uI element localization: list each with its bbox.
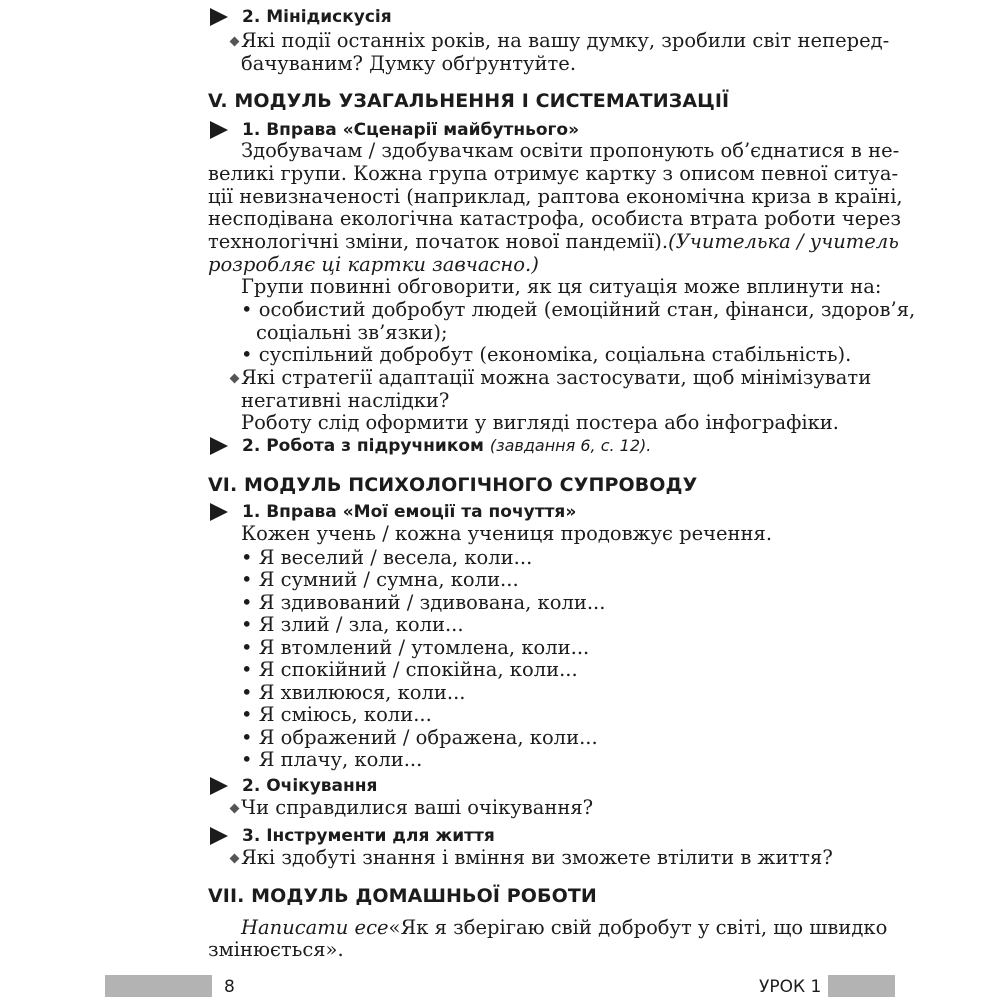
subsection-title: 1. Вправа «Сценарії майбутнього»: [242, 120, 580, 140]
question-line: Які здобуті знання і вміння ви зможете втілити в життя?: [241, 846, 833, 869]
arrow-marker-icon: [210, 827, 228, 845]
subsection-title: 2. Мінідискусія: [242, 7, 392, 27]
arrow-marker-icon: [210, 437, 228, 455]
arrow-marker-icon: [210, 121, 228, 139]
bullet-line: • особистий добробут людей (емоційний стан, фінанси, здоров’я,: [241, 298, 916, 321]
homework-topic: «Як я зберігаю свій добробут у світі, що швидко: [388, 916, 888, 939]
paragraph-line: несподівана екологічна катастрофа, особиста втрата роботи через: [208, 207, 902, 230]
textbook-reference: (завдання 6, с. 12).: [489, 436, 652, 455]
bullet-line: соціальні зв’язки);: [256, 321, 448, 344]
paragraph-line: змінюється».: [208, 938, 344, 961]
bullet-line: • Я веселий / весела, коли...: [241, 546, 533, 569]
section-heading: VI. МОДУЛЬ ПСИХОЛОГІЧНОГО СУПРОВОДУ: [208, 474, 698, 496]
paragraph-line: Групи повинні обговорити, як ця ситуація може вплинути на:: [241, 275, 882, 298]
subsection-title: 3. Інструменти для життя: [242, 826, 495, 846]
paragraph-text: технологічні зміни, початок нової пандемії).: [208, 230, 669, 253]
section-heading: V. МОДУЛЬ УЗАГАЛЬНЕННЯ І СИСТЕМАТИЗАЦІЇ: [208, 90, 730, 112]
arrow-marker-icon: [210, 777, 228, 795]
question-line: Чи справдилися ваші очікування?: [241, 796, 594, 819]
bullet-line: • Я сумний / сумна, коли...: [241, 568, 519, 591]
diamond-bullet-icon: [230, 374, 240, 384]
bullet-line: • Я спокійний / спокійна, коли...: [241, 658, 578, 681]
question-line: негативні наслідки?: [241, 389, 450, 412]
arrow-marker-icon: [210, 8, 228, 26]
paragraph-line: [241, 916, 888, 940]
bullet-line: • Я хвилююся, коли...: [241, 681, 466, 704]
paragraph-line: [208, 230, 899, 254]
lesson-label: УРОК 1: [759, 977, 822, 997]
bullet-line: • Я злий / зла, коли...: [241, 613, 464, 636]
paragraph-line: ції невизначеності (наприклад, раптова економічна криза в країні,: [208, 185, 903, 208]
paragraph-line: Кожен учень / кожна учениця продовжує речення.: [241, 522, 773, 545]
question-line: Які події останніх років, на вашу думку, зробили світ неперед-: [241, 29, 890, 52]
subsection-title: 1. Вправа «Мої емоції та почуття»: [242, 502, 577, 522]
paragraph-line: Здобувачам / здобувачкам освіти пропонують об’єднатися в не-: [241, 139, 900, 162]
paragraph-line: Роботу слід оформити у вигляді постера або інфографіки.: [241, 411, 839, 434]
bullet-line: • Я сміюсь, коли...: [241, 703, 432, 726]
arrow-marker-icon: [210, 503, 228, 521]
footer-bar-left: [105, 975, 212, 997]
subsection-title: 2. Очікування: [242, 776, 378, 796]
subsection-title: [242, 436, 651, 456]
footer-bar-right: [828, 975, 895, 997]
bullet-line: • Я здивований / здивована, коли...: [241, 591, 606, 614]
teacher-note: (Учителька / учитель: [668, 230, 899, 253]
bullet-line: • суспільний добробут (економіка, соціальна стабільність).: [241, 343, 852, 366]
section-heading: VII. МОДУЛЬ ДОМАШНЬОЇ РОБОТИ: [208, 885, 597, 907]
homework-instruction: Написати есе: [241, 916, 389, 939]
teacher-note: розробляє ці картки завчасно.): [208, 253, 539, 276]
diamond-bullet-icon: [230, 37, 240, 47]
bullet-line: • Я плачу, коли...: [241, 748, 423, 771]
question-line: Які стратегії адаптації можна застосувати, щоб мінімізувати: [241, 366, 872, 389]
bullet-line: • Я ображений / ображена, коли...: [241, 726, 598, 749]
question-line: бачуваним? Думку обґрунтуйте.: [241, 52, 577, 75]
bullet-line: • Я втомлений / утомлена, коли...: [241, 636, 590, 659]
subsection-title-text: 2. Робота з підручником: [242, 436, 484, 456]
page-number: 8: [224, 977, 235, 997]
diamond-bullet-icon: [230, 804, 240, 814]
paragraph-line: великі групи. Кожна група отримує картку з описом певної ситуа-: [208, 162, 899, 185]
diamond-bullet-icon: [230, 854, 240, 864]
